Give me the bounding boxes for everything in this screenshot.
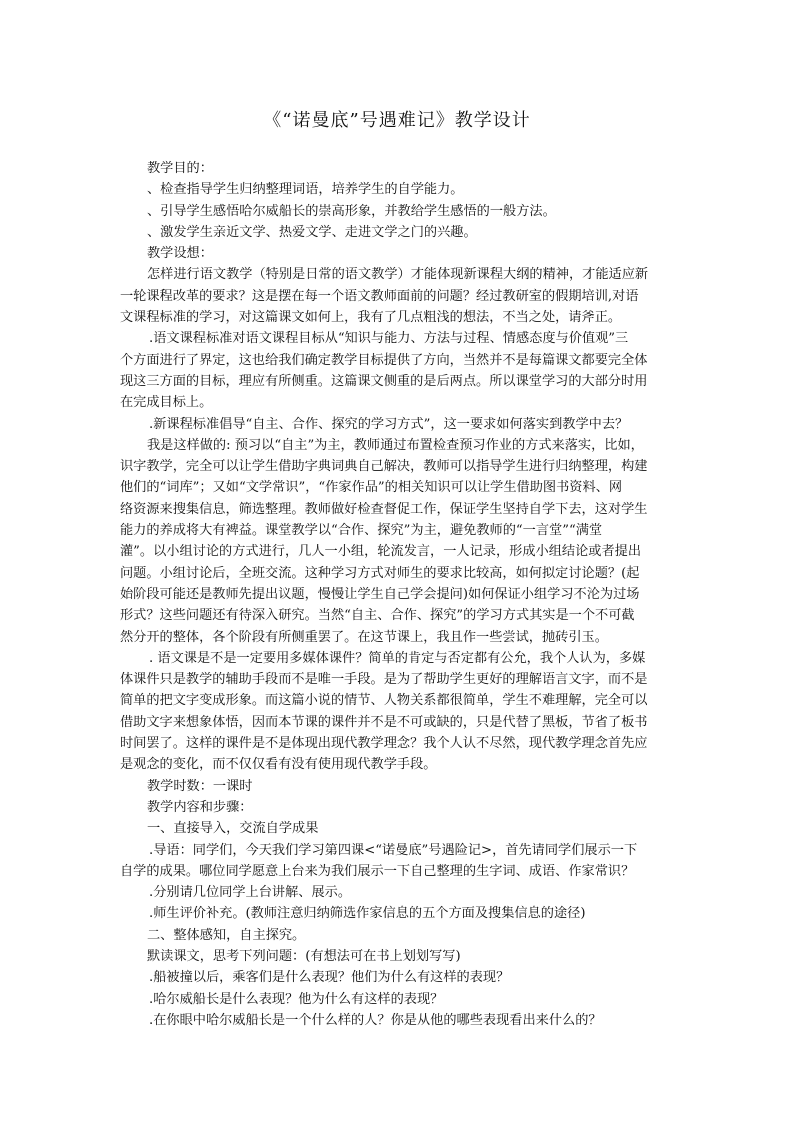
text-line: 体课件只是教学的辅助手段而不是唯一手段。是为了帮助学生更好的理解语言文字，而不是 (120, 672, 648, 688)
text-line: 我是这样做的: 预习以“自主”为主，教师通过布置检查预习作业的方式来落实，比如， (147, 437, 644, 453)
text-line: 现这三方面的目标，理应有所侧重。这篇课文侧重的是后两点。所以课堂学习的大部分时用 (120, 373, 648, 389)
text-line: .在你眼中哈尔威船长是一个什么样的人？你是从他的哪些表现看出来什么的？ (149, 1012, 602, 1028)
text-line: 教学目的： (147, 161, 213, 176)
text-line: 教学内容和步骤： (147, 799, 253, 815)
text-line: 借助文字来想象体悟，因而本节课的课件并不是不可或缺的，只是代替了黑板，节省了板书 (120, 714, 648, 730)
text-line: 问题。小组讨论后，全班交流。这种学习方式对师生的要求比较高，如何拟定讨论题？(起 (120, 565, 640, 581)
text-line: .分别请几位同学上台讲解、展示。 (149, 885, 352, 901)
text-line: 灌”。以小组讨论的方式进行，几人一小组，轮流发言，一人记录，形成小组结论或者提出 (120, 544, 642, 560)
text-line: 自学的成果。哪位同学愿意上台来为我们展示一下自己整理的生字词、成语、作家常识？ (120, 863, 635, 879)
text-line: .船被撞以后，乘客们是什么表现？他们为什么有这样的表现？ (149, 970, 510, 986)
text-line: 始阶段可能还是教师先提出议题，慢慢让学生自己学会提问)如何保证小组学习不沦为过场 (120, 586, 640, 602)
text-line: 时间罢了。这样的课件是不是体现出现代教学理念？我个人认不尽然，现代教学理念首先应 (120, 736, 648, 752)
text-line: .师生评价补充。(教师注意归纳筛选作家信息的五个方面及搜集信息的途径) (149, 906, 586, 922)
text-line: 一、直接导入，交流自学成果 (147, 821, 319, 837)
document-title: 《“诺曼底”号遇难记》教学设计 (263, 110, 531, 131)
text-line: 他们的“词库”；又如“文学常识”，“作家作品”的相关知识可以让学生借助图书资料、网 (120, 480, 623, 496)
text-line: 在完成目标上。 (120, 395, 213, 411)
text-line: .哈尔威船长是什么表现？他为什么有这样的表现？ (149, 991, 444, 1007)
document-body (120, 158, 675, 1031)
text-line: . 语文课是不是一定要用多媒体课件？简单的肯定与否定都有公允，我个人认为，多媒 (149, 650, 646, 666)
text-line: 然分开的整体，各个阶段有所侧重罢了。在这节课上，我且作一些尝试，抛砖引玉。 (120, 629, 608, 645)
text-line: 二、整体感知，自主探究。 (147, 927, 306, 943)
text-line: 、检查指导学生归纳整理词语，培养学生的自学能力。 (147, 182, 464, 198)
text-line: 教学设想： (147, 246, 213, 262)
text-line: 简单的把文字变成形象。而这篇小说的情节、人物关系都很简单，学生不难理解，完全可以 (120, 693, 648, 709)
text-line: .新课程标准倡导“自主、合作、探究的学习方式”，这一要求如何落实到教学中去？ (149, 416, 629, 432)
text-line: 能力的养成将大有裨益。课堂教学以“合作、探究”为主，避免教师的“一言堂”“满堂 (120, 523, 603, 539)
text-line: 是观念的变化，而不仅仅看有没有使用现代教学手段。 (120, 757, 437, 773)
text-line: 、引导学生感悟哈尔威船长的崇高形象，并教给学生感悟的一般方法。 (147, 203, 556, 219)
text-line: 形式？这些问题还有待深入研究。当然“自主、合作、探究”的学习方式其实是一个不可截 (120, 608, 635, 624)
text-line: .语文课程标准对语文课程目标从“知识与能力、方法与过程、情感态度与价值观”三 (149, 331, 629, 347)
text-line: 络资源来搜集信息，筛选整理。教师做好检查督促工作，保证学生坚持自学下去，这对学生 (120, 501, 648, 517)
text-line: .导语：同学们，今天我们学习第四课<“诺曼底”号遇险记>，首先请同学们展示一下 (149, 842, 638, 858)
text-line: 怎样进行语文教学（特别是日常的语文教学）才能体现新课程大纲的精神，才能适应新 (147, 267, 649, 283)
text-line: 教学时数：一课时 (147, 778, 253, 794)
text-line: 一轮课程改革的要求？这是摆在每一个语文教师面前的问题？经过教研室的假期培训,对语 (120, 288, 639, 304)
text-line: 、激发学生亲近文学、热爱文学、走进文学之门的兴趣。 (147, 224, 477, 240)
text-line: 默读课文，思考下列问题：(有想法可在书上划划写写) (147, 948, 461, 964)
text-line: 识字教学，完全可以让学生借助字典词典自己解决，教师可以指导学生进行归纳整理，构建 (120, 459, 648, 475)
text-line: 个方面进行了界定，这也给我们确定教学目标提供了方向，当然并不是每篇课文都要完全体 (120, 352, 648, 368)
text-line: 文课程标准的学习，对这篇课文如何上，我有了几点粗浅的想法，不当之处，请斧正。 (120, 310, 622, 326)
